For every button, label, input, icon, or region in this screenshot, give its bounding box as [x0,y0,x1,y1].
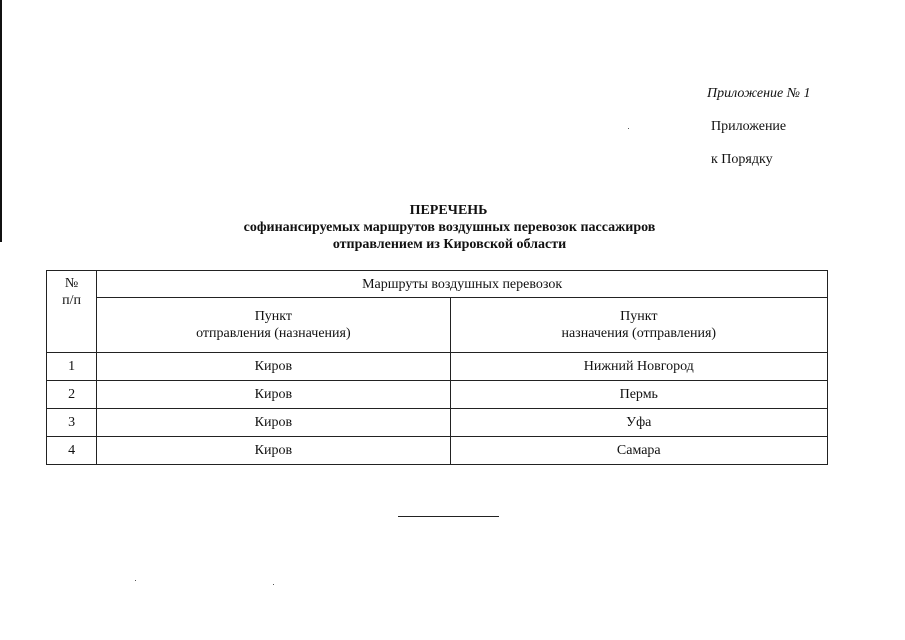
header-to-line1: Пункт [620,309,658,324]
title-main: ПЕРЕЧЕНЬ [409,203,488,218]
row-from-cell: Киров [97,353,450,381]
row-number-cell: 2 [47,381,97,409]
header-from-cell [97,298,450,353]
row-to-cell: Уфа [450,409,827,437]
table-header-row [47,271,828,298]
table-row [47,353,828,381]
header-from-line1: Пункт [254,309,293,324]
header-number-abbr: п/п [62,293,82,308]
table-row [47,409,828,437]
routes-table [46,270,828,465]
end-rule-divider [398,516,499,517]
header-to-cell [450,298,827,353]
row-to-cell: Самара [450,437,827,465]
header-number-sign: № [64,276,79,291]
appendix-label: Приложение [711,119,787,134]
row-to-cell: Пермь [450,381,827,409]
header-from-line2: отправления (назначения) [196,326,351,341]
appendix-reference: к Порядку [711,152,773,167]
table-row [47,381,828,409]
header-to-line2: назначения (отправления) [561,326,717,341]
title-subtitle-line2: отправлением из Кировской области [332,237,567,252]
appendix-number: Приложение № 1 [707,86,811,101]
row-from-cell: Киров [97,409,450,437]
row-number-cell: 4 [47,437,97,465]
document-title [0,202,905,253]
header-routes-cell: Маршруты воздушных перевозок [97,271,828,298]
row-from-cell: Киров [97,437,450,465]
table-row [47,437,828,465]
scan-speck [135,580,136,581]
row-number-cell: 3 [47,409,97,437]
row-number-cell: 1 [47,353,97,381]
scan-speck [273,584,274,585]
scan-speck [628,128,629,129]
table-subheader-row [47,298,828,353]
title-subtitle-line1: софинансируемых маршрутов воздушных перевозок пассажиров [243,220,656,235]
row-to-cell: Нижний Новгород [450,353,827,381]
row-from-cell: Киров [97,381,450,409]
header-number-cell [47,271,97,353]
